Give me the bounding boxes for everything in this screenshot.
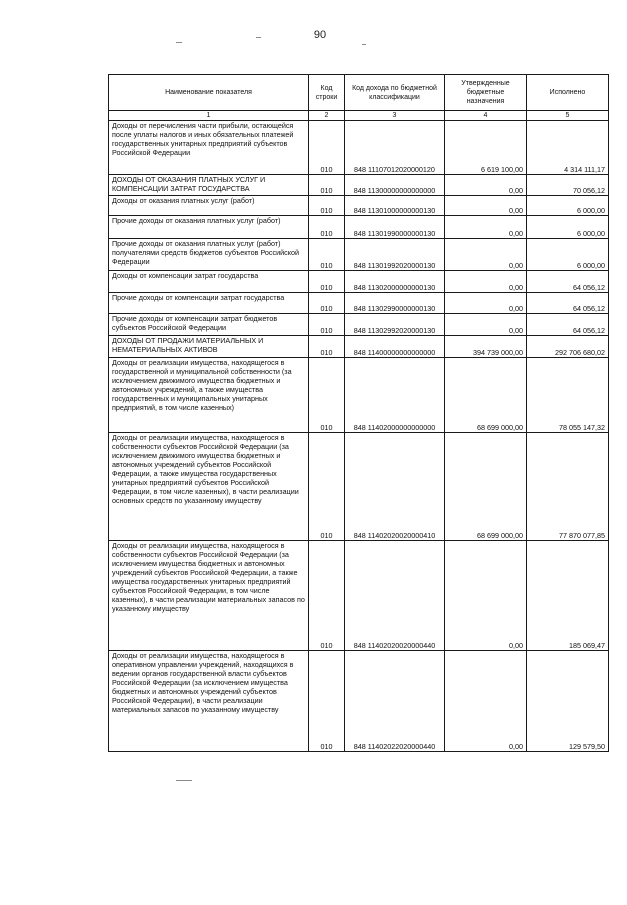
- column-number-row: [109, 111, 609, 121]
- row-approved: 0,00: [445, 216, 527, 239]
- row-income-code: 848 11302992020000130: [345, 314, 445, 336]
- table-row: [109, 314, 609, 336]
- row-approved: 0,00: [445, 196, 527, 216]
- column-number: 2: [309, 111, 345, 121]
- row-executed: 6 000,00: [527, 196, 609, 216]
- row-name: ДОХОДЫ ОТ ПРОДАЖИ МАТЕРИАЛЬНЫХ И НЕМАТЕРИАЛЬНЫХ АКТИВОВ: [109, 336, 309, 358]
- table-row: [109, 175, 609, 196]
- row-income-code: 848 11402020020000410: [345, 433, 445, 541]
- page-number: 90: [313, 29, 327, 41]
- header-name: Наименование показателя: [109, 75, 309, 111]
- row-line-code: 010: [309, 239, 345, 271]
- row-approved: 68 699 000,00: [445, 433, 527, 541]
- table-row: [109, 541, 609, 651]
- header-income-code: Код дохода по бюджетной классификации: [345, 75, 445, 111]
- row-line-code: 010: [309, 336, 345, 358]
- row-approved: 6 619 100,00: [445, 121, 527, 175]
- column-number: 3: [345, 111, 445, 121]
- table-header-row: [109, 75, 609, 111]
- row-approved: 0,00: [445, 541, 527, 651]
- row-name: Доходы от реализации имущества, находящегося в собственности субъектов Российской Федерации (за исключением имущества бюджетных и автономных учреждений субъектов Российской Федерации, а также имущества государственных унитарных предприятий субъектов Российской Федерации, в том числе казенных), в части реализации материальных запасов по указанному имуществу: [109, 541, 309, 651]
- row-income-code: 848 11302000000000130: [345, 271, 445, 293]
- row-name: Прочие доходы от компенсации затрат бюджетов субъектов Российской Федерации: [109, 314, 309, 336]
- row-line-code: 010: [309, 175, 345, 196]
- row-executed: 64 056,12: [527, 293, 609, 314]
- column-number: 5: [527, 111, 609, 121]
- row-executed: 6 000,00: [527, 239, 609, 271]
- column-number: 4: [445, 111, 527, 121]
- header-approved: Утвержденные бюджетные назначения: [445, 75, 527, 111]
- row-executed: 185 069,47: [527, 541, 609, 651]
- row-executed: 70 056,12: [527, 175, 609, 196]
- table-row: [109, 239, 609, 271]
- column-number: 1: [109, 111, 309, 121]
- row-approved: 0,00: [445, 175, 527, 196]
- row-name: Прочие доходы от оказания платных услуг (работ) получателями средств бюджетов субъектов Российской Федерации: [109, 239, 309, 271]
- row-name: Доходы от реализации имущества, находящегося в собственности субъектов Российской Федерации (за исключением движимого имущества бюджетных и автономных учреждений субъектов Российской Федерации, а также имущества государственных унитарных предприятий субъектов Российской Федерации, в том числе казенных), в части реализации основных средств по указанному имуществу: [109, 433, 309, 541]
- row-executed: 292 706 680,02: [527, 336, 609, 358]
- row-approved: 0,00: [445, 271, 527, 293]
- row-approved: 394 739 000,00: [445, 336, 527, 358]
- table-row: [109, 196, 609, 216]
- row-executed: 78 055 147,32: [527, 358, 609, 433]
- row-line-code: 010: [309, 216, 345, 239]
- row-executed: 129 579,50: [527, 651, 609, 752]
- scan-speck: [176, 42, 182, 43]
- table-row: [109, 216, 609, 239]
- row-executed: 6 000,00: [527, 216, 609, 239]
- table-row: [109, 651, 609, 752]
- row-executed: 64 056,12: [527, 271, 609, 293]
- row-executed: 77 870 077,85: [527, 433, 609, 541]
- table-row: [109, 336, 609, 358]
- header-line-code: Код строки: [309, 75, 345, 111]
- row-approved: 0,00: [445, 293, 527, 314]
- row-line-code: 010: [309, 314, 345, 336]
- scan-speck: [362, 44, 366, 45]
- header-executed: Исполнено: [527, 75, 609, 111]
- scan-speck: [176, 780, 192, 781]
- row-line-code: 010: [309, 651, 345, 752]
- row-approved: 0,00: [445, 239, 527, 271]
- row-income-code: 848 11301990000000130: [345, 216, 445, 239]
- table-row: [109, 433, 609, 541]
- row-income-code: 848 11300000000000000: [345, 175, 445, 196]
- revenue-report-table: [108, 74, 609, 752]
- row-income-code: 848 11402020020000440: [345, 541, 445, 651]
- row-income-code: 848 11402022020000440: [345, 651, 445, 752]
- row-name: Прочие доходы от оказания платных услуг (работ): [109, 216, 309, 239]
- row-line-code: 010: [309, 121, 345, 175]
- row-line-code: 010: [309, 293, 345, 314]
- row-line-code: 010: [309, 433, 345, 541]
- row-name: ДОХОДЫ ОТ ОКАЗАНИЯ ПЛАТНЫХ УСЛУГ И КОМПЕНСАЦИИ ЗАТРАТ ГОСУДАРСТВА: [109, 175, 309, 196]
- row-executed: 4 314 111,17: [527, 121, 609, 175]
- row-line-code: 010: [309, 196, 345, 216]
- row-approved: 0,00: [445, 314, 527, 336]
- table-row: [109, 121, 609, 175]
- row-approved: 68 699 000,00: [445, 358, 527, 433]
- table-row: [109, 293, 609, 314]
- row-income-code: 848 11402000000000000: [345, 358, 445, 433]
- row-name: Прочие доходы от компенсации затрат государства: [109, 293, 309, 314]
- row-income-code: 848 11301000000000130: [345, 196, 445, 216]
- table-row: [109, 271, 609, 293]
- row-income-code: 848 11301992020000130: [345, 239, 445, 271]
- row-line-code: 010: [309, 541, 345, 651]
- row-name: Доходы от перечисления части прибыли, остающейся после уплаты налогов и иных обязательных платежей государственных унитарных предприятий субъектов Российской Федерации: [109, 121, 309, 175]
- row-line-code: 010: [309, 358, 345, 433]
- row-name: Доходы от реализации имущества, находящегося в государственной и муниципальной собственности (за исключением движимого имущества бюджетных и автономных учреждений, а также имущества государственных и муниципальных унитарных предприятий, в том числе казенных): [109, 358, 309, 433]
- row-income-code: 848 11400000000000000: [345, 336, 445, 358]
- row-income-code: 848 11302990000000130: [345, 293, 445, 314]
- row-name: Доходы от компенсации затрат государства: [109, 271, 309, 293]
- row-name: Доходы от реализации имущества, находящегося в оперативном управлении учреждений, находящихся в ведении органов государственной власти субъектов Российской Федерации (за исключением имущества бюджетных и автономных учреждений субъектов Российской Федерации), в части реализации материальных запасов по указанному имуществу: [109, 651, 309, 752]
- row-name: Доходы от оказания платных услуг (работ): [109, 196, 309, 216]
- row-executed: 64 056,12: [527, 314, 609, 336]
- row-approved: 0,00: [445, 651, 527, 752]
- scan-speck: [256, 37, 261, 38]
- row-line-code: 010: [309, 271, 345, 293]
- table-row: [109, 358, 609, 433]
- row-income-code: 848 11107012020000120: [345, 121, 445, 175]
